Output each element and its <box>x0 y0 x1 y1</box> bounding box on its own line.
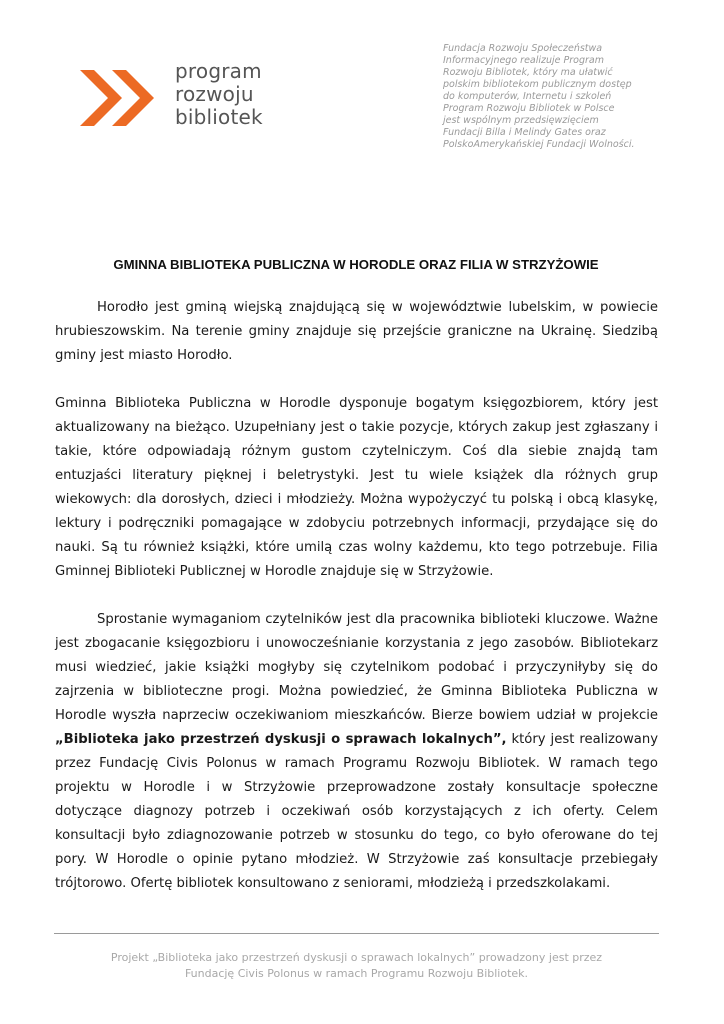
project-name: „Biblioteka jako przestrzeń dyskusji o sprawach lokalnych”, <box>55 732 507 747</box>
sponsor-note <box>443 43 703 151</box>
logo-line: rozwoju <box>175 82 254 106</box>
sponsor-line: do komputerów, Internetu i szkoleń <box>443 91 612 102</box>
footer-line: Projekt „Biblioteka jako przestrzeń dyskusji o sprawach lokalnych” prowadzony jest przez <box>110 951 603 964</box>
document-title: GMINNA BIBLIOTEKA PUBLICZNA W HORODLE ORAZ FILIA W STRZYŻOWIE <box>113 257 599 272</box>
sponsor-line: Rozwoju Bibliotek, który ma ułatwić <box>443 67 613 78</box>
footer-line: Fundację Civis Polonus w ramach Programu Rozwoju Bibliotek. <box>184 967 529 980</box>
sponsor-line: Fundacji Billa i Melindy Gates oraz <box>443 127 606 138</box>
logo-line: program <box>175 59 262 83</box>
paragraph-3-text: Sprostanie wymaganiom czytelników jest dla pracownika biblioteki kluczowe. Ważne jest zbogacanie księgozbioru i unowocześnianie korzystania z jego zasobów. Bibliotekarz musi wiedzieć, jakie książki mogłyby się czytelnikom podobać i przyczyniłyby się do zajrzenia w biblioteczne progi. Można powiedzieć, że Gminna Biblioteka Publiczna w Horodle wyszła naprzeciw oczekiwaniom mieszkańców. Bierze bowiem udział w projekcie <box>55 612 658 723</box>
document-body <box>55 296 658 896</box>
paragraph-2: Gminna Biblioteka Publiczna w Horodle dysponuje bogatym księgozbiorem, który jest aktualizowany na bieżąco. Uzupełniany jest o takie pozycje, których zakup jest zgłaszany i takie, które odpowiadają różnym gustom czytelniczym. Coś dla siebie znajdą tam entuzjaści literatury pięknej i beletrystyki. Jest tu wiele książek dla różnych grup wiekowych: dla dorosłych, dzieci i młodzieży. Można wypożyczyć tu polską i obcą klasykę, lektury i podręczniki pomagające w zdobyciu potrzebnych informacji, przydające się do nauki. Są tu również książki, które umilą czas wolny każdemu, kto tego potrzebuje. Filia Gminnej Biblioteki Publicznej w Horodle znajduje się w Strzyżowie. <box>55 396 658 579</box>
sponsor-line: Fundacja Rozwoju Społeczeństwa <box>443 43 603 54</box>
sponsor-line: jest wspólnym przedsięwzięciem <box>443 115 599 126</box>
paragraph-3 <box>55 608 658 896</box>
sponsor-line: polskim bibliotekom publicznym dostęp <box>443 79 632 90</box>
sponsor-line: Informacyjnego realizuje Program <box>443 55 604 66</box>
sponsor-line: Program Rozwoju Bibliotek w Polsce <box>443 103 615 114</box>
footer-divider <box>54 933 659 934</box>
paragraph-1: Horodło jest gminą wiejską znajdującą się w województwie lubelskim, w powiecie hrubieszowskim. Na terenie gminy znajduje się przejście graniczne na Ukrainę. Siedzibą gminy jest miasto Horodło. <box>55 300 658 363</box>
sponsor-line: PolskoAmerykańskiej Fundacji Wolności. <box>443 139 635 150</box>
logo-wordmark <box>175 60 263 129</box>
paragraph-3-text-continued: który jest realizowany przez Fundację Civis Polonus w ramach Programu Rozwoju Bibliotek. W ramach tego projektu w Horodle i w Strzyżowie przeprowadzone zostały konsultacje społeczne dotyczące diagnozy potrzeb i oczekiwań osób korzystających z ich oferty. Celem konsultacji było zdiagnozowanie potrzeb w stosunku do tego, co było oferowane do tej pory. W Horodle o opinie pytano młodzież. W Strzyżowie zaś konsultacje przebiegały trójtorowo. Ofertę bibliotek konsultowano z seniorami, młodzieżą i przedszkolakami. <box>55 732 658 891</box>
footer <box>54 950 659 982</box>
logo-line: bibliotek <box>175 105 263 129</box>
